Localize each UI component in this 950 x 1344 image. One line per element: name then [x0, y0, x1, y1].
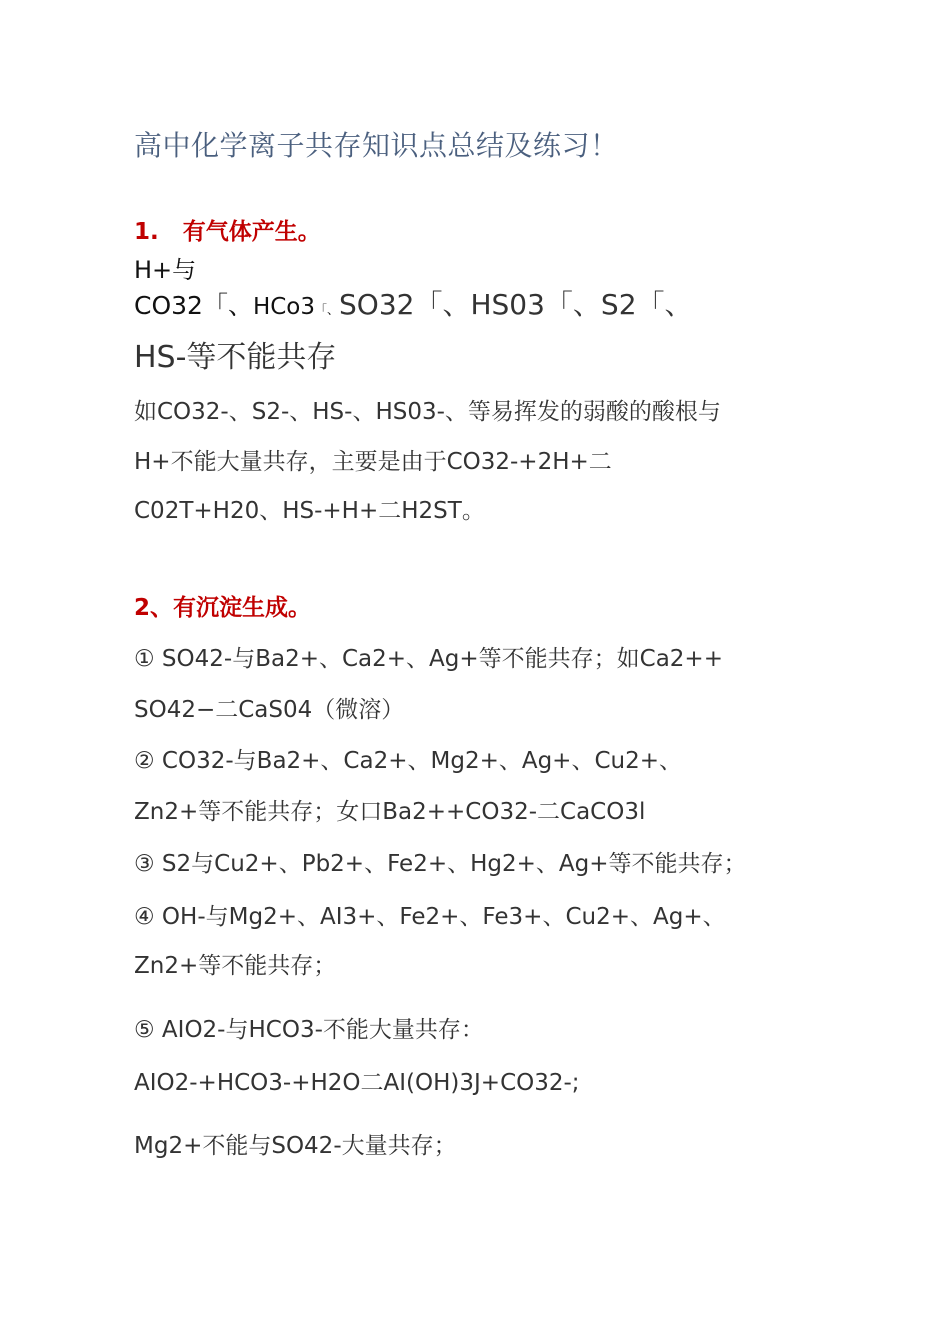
- section1-ion-list-line: [134, 283, 693, 323]
- ion-co32: CO32「、: [134, 291, 253, 320]
- section1-hs-line: HS-等不能共存: [134, 340, 337, 375]
- ion-list-rest: SO32「、HS03「、S2「、: [339, 288, 693, 321]
- section1-heading: 1. 有气体产生。: [134, 219, 321, 245]
- section1-paragraph-line: C02T+H20、HS-+H+二H2ST。: [134, 498, 485, 524]
- section2-line: Zn2+等不能共存；女口Ba2++CO32-二CaCO3l: [134, 799, 646, 825]
- document-title: 高中化学离子共存知识点总结及练习！: [134, 129, 619, 162]
- section2-line: ① SO42-与Ba2+、Ca2+、Ag+等不能共存；如Ca2++: [134, 646, 723, 672]
- ion-hco3: HCo3: [252, 294, 316, 320]
- section2-line: ② CO32-与Ba2+、Ca2+、Mg2+、Ag+、Cu2+、: [134, 748, 682, 774]
- section2-heading: 2、有沉淀生成。: [134, 595, 312, 621]
- section2-line: ⑤ AIO2-与HCO3-不能大量共存：: [134, 1017, 484, 1043]
- ion-separator: 「、: [315, 303, 340, 317]
- section2-line: ③ S2与Cu2+、Pb2+、Fe2+、Hg2+、Ag+等不能共存；: [134, 851, 747, 877]
- section2-line: SO42−二CaS04（微溶）: [134, 697, 405, 723]
- section2-line: Zn2+等不能共存；: [134, 953, 337, 979]
- section1-paragraph-line: H+不能大量共存，主要是由于CO32-+2H+二: [134, 449, 612, 475]
- section1-hplus-line: H+与: [134, 256, 197, 284]
- section2-line: ④ OH-与Mg2+、AI3+、Fe2+、Fe3+、Cu2+、Ag+、: [134, 904, 726, 930]
- section1-paragraph-line: 如CO32-、S2-、HS-、HS03-、等易挥发的弱酸的酸根与: [134, 399, 721, 425]
- section2-line: AIO2-+HCO3-+H2O二AI(OH)3J+CO32-;: [134, 1070, 580, 1096]
- section2-line: Mg2+不能与SO42-大量共存；: [134, 1133, 457, 1159]
